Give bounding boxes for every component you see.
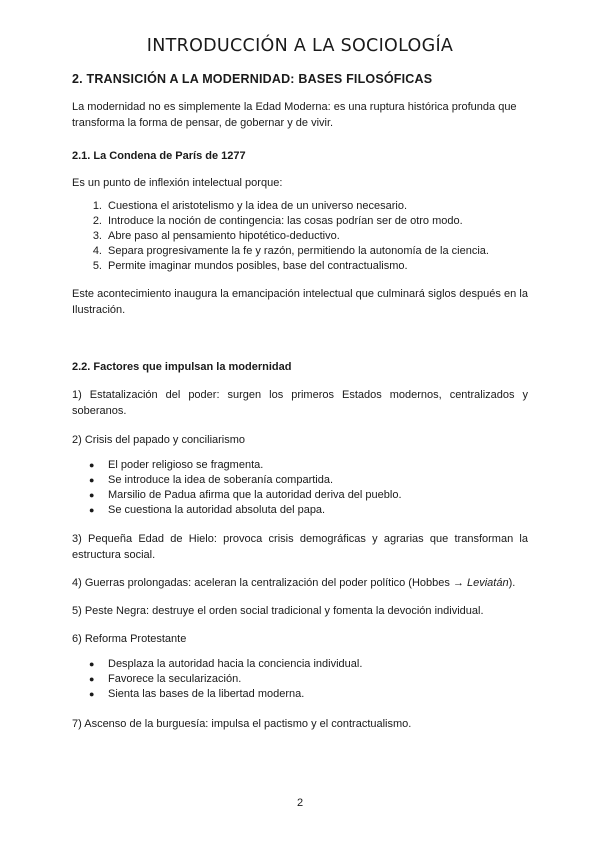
subsection-closing: Este acontecimiento inaugura la emancipación intelectual que culminará siglos después en la Ilustración.: [72, 288, 528, 316]
bullet-icon: ●: [89, 659, 95, 669]
bullet-icon: ●: [89, 475, 95, 485]
factor-7: 7) Ascenso de la burguesía: impulsa el pactismo y el contractualismo.: [72, 718, 412, 730]
list-item: ● Se introduce la idea de soberanía compartida.: [89, 474, 334, 486]
list-item: ● Se cuestiona la autoridad absoluta del papa.: [89, 504, 326, 516]
subsection-heading-2-1: 2.1. La Condena de París de 1277: [72, 150, 246, 162]
list-item: ● El poder religioso se fragmenta.: [89, 459, 264, 471]
list-item: 4. Separa progresivamente la fe y razón, permitiendo la autonomía de la ciencia.: [92, 245, 489, 257]
bullet-icon: ●: [89, 460, 95, 470]
page-number: 2: [296, 797, 304, 809]
factor-6: 6) Reforma Protestante: [72, 633, 187, 645]
subsection-lead: Es un punto de inflexión intelectual porque:: [72, 177, 283, 189]
list-item: ● Favorece la secularización.: [89, 673, 242, 685]
section-intro: La modernidad no es simplemente la Edad Moderna: es una ruptura histórica profunda que transforma la forma de pensar, de gobernar y de vivir.: [72, 101, 517, 129]
list-item: ● Sienta las bases de la libertad moderna.: [89, 688, 305, 700]
bullet-icon: ●: [89, 689, 95, 699]
factor-2: 2) Crisis del papado y conciliarismo: [72, 434, 246, 446]
bullet-icon: ●: [89, 674, 95, 684]
bullet-list-factor-2: [72, 458, 528, 518]
bullet-list-factor-6: [72, 657, 528, 702]
bullet-icon: ●: [89, 490, 95, 500]
section-heading: 2. TRANSICIÓN A LA MODERNIDAD: BASES FILOSÓFICAS: [72, 72, 433, 86]
factor-3: 3) Pequeña Edad de Hielo: provoca crisis demográficas y agrarias que transforman la estructura social.: [72, 533, 528, 561]
list-item: 3. Abre paso al pensamiento hipotético-deductivo.: [92, 230, 340, 242]
factor-1: 1) Estatalización del poder: surgen los primeros Estados modernos, centralizados y soberanos.: [72, 389, 528, 417]
list-item: ● Desplaza la autoridad hacia la conciencia individual.: [89, 658, 363, 670]
list-item: 5. Permite imaginar mundos posibles, base del contractualismo.: [92, 260, 408, 272]
list-item: 1. Cuestiona el aristotelismo y la idea de un universo necesario.: [92, 200, 407, 212]
page-title: INTRODUCCIÓN A LA SOCIOLOGÍA: [146, 36, 454, 56]
bullet-icon: ●: [89, 505, 95, 515]
factor-5: 5) Peste Negra: destruye el orden social tradicional y fomenta la devoción individual.: [72, 605, 484, 617]
factor-4: 4) Guerras prolongadas: aceleran la centralización del poder político (Hobbes → Leviatán).: [72, 577, 516, 589]
numbered-list: [72, 199, 528, 274]
list-item: ● Marsilio de Padua afirma que la autoridad deriva del pueblo.: [89, 489, 402, 501]
subsection-heading-2-2: 2.2. Factores que impulsan la modernidad: [72, 361, 292, 373]
list-item: 2. Introduce la noción de contingencia: las cosas podrían ser de otro modo.: [92, 215, 463, 227]
